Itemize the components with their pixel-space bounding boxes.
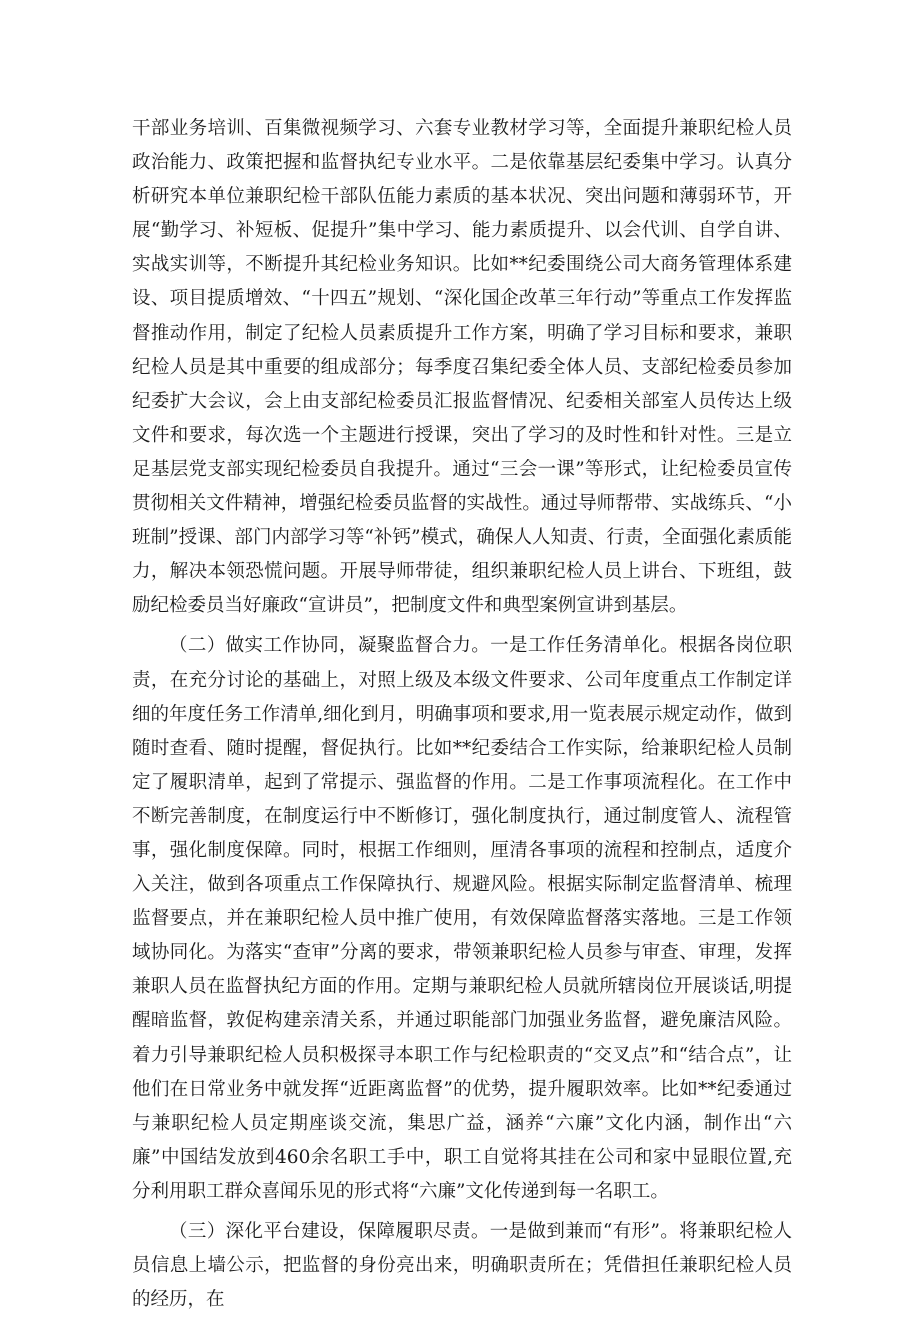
paragraph-section-2: （二）做实工作协同，凝聚监督合力。一是工作任务清单化。根据各岗位职责，在充分讨论的基础上，对照上级及本级文件要求、公司年度重点工作制定详细的年度任务工作清单,细化到月，明确事项和要求,用一览表展示规定动作，做到随时查看、随时提醒，督促执行。比如**纪委结合工作实际，给兼职纪检人员制定了履职清单，起到了常提示、强监督的作用。二是工作事项流程化。在工作中不断完善制度，在制度运行中不断修订，强化制度执行，通过制度管人、流程管事，强化制度保障。同时，根据工作细则，厘清各事项的流程和控制点，适度介入关注，做到各项重点工作保障执行、规避风险。根据实际制定监督清单、梳理监督要点，并在兼职纪检人员中推广使用，有效保障监督落实落地。三是工作领域协同化。为落实“查审”分离的要求，带领兼职纪检人员参与审查、审理，发挥兼职人员在监督执纪方面的作用。定期与兼职纪检人员就所辖岗位开展谈话,明提醒暗监督，敦促构建亲清关系，并通过职能部门加强业务监督，避免廉洁风险。着力引导兼职纪检人员积极探寻本职工作与纪检职责的“交叉点”和“结合点”，让他们在日常业务中就发挥“近距离监督”的优势，提升履职效率。比如**纪委通过与兼职纪检人员定期座谈交流，集思广益，涵养“六廉”文化内涵，制作出“六廉”中国结发放到460余名职工手中，职工自觉将其挂在公司和家中显眼位置,充分利用职工群众喜闻乐见的形式将“六廉”文化传递到每一名职工。 bbox=[132, 635, 792, 1202]
document-body bbox=[132, 112, 792, 1323]
paragraph-continued: 干部业务培训、百集微视频学习、六套专业教材学习等，全面提升兼职纪检人员政治能力、政策把握和监督执纪专业水平。二是依靠基层纪委集中学习。认真分析研究本单位兼职纪检干部队伍能力素质的基本状况、突出问题和薄弱环节，开展“勤学习、补短板、促提升”集中学习、能力素质提升、以会代训、自学自讲、实战实训等，不断提升其纪检业务知识。比如**纪委围绕公司大商务管理体系建设、项目提质增效、“十四五”规划、“深化国企改革三年行动”等重点工作发挥监督推动作用，制定了纪检人员素质提升工作方案，明确了学习目标和要求，兼职纪检人员是其中重要的组成部分；每季度召集纪委全体人员、支部纪检委员参加纪委扩大会议，会上由支部纪检委员汇报监督情况、纪委相关部室人员传达上级文件和要求，每次选一个主题进行授课，突出了学习的及时性和针对性。三是立足基层党支部实现纪检委员自我提升。通过“三会一课”等形式，让纪检委员宣传贯彻相关文件精神，增强纪检委员监督的实战性。通过导师帮带、实战练兵、“小班制”授课、部门内部学习等“补钙”模式，确保人人知责、行责，全面强化素质能力，解决本领恐慌问题。开展导师带徒，组织兼职纪检人员上讲台、下班组，鼓励纪检委员当好廉政“宣讲员”，把制度文件和典型案例宣讲到基层。 bbox=[132, 118, 792, 617]
paragraph-section-3: （三）深化平台建设，保障履职尽责。一是做到兼而“有形”。将兼职纪检人员信息上墙公示，把监督的身份亮出来，明确职责所在；凭借担任兼职纪检人员的经历，在 bbox=[132, 1221, 792, 1311]
